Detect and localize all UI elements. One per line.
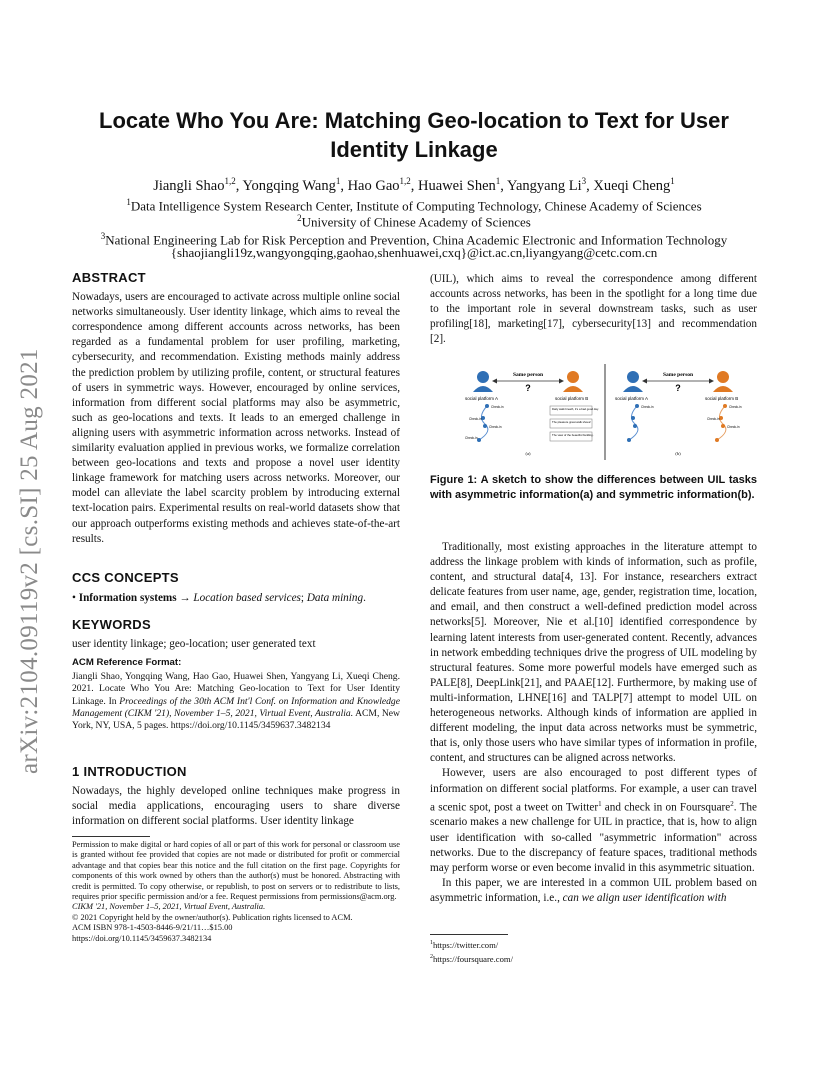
ccs-bullet: • [72,592,79,605]
checkin-label: Check-in [489,425,502,429]
para-text: However, users are also encouraged to post different types of information on different social platforms. For example, a user can travel a scenic spot, post a tweet on Twitter [430,767,757,814]
checkin-label: Check-in [729,405,742,409]
ccs-end: . [363,592,366,605]
checkin-label: Check-in [641,405,654,409]
affil-text: University of Chinese Academy of Sciences [301,214,531,230]
author-affil-mark: 3 [581,176,587,186]
title-line-2: Identity Linkage [330,137,498,162]
footnotes [430,937,757,965]
panel-a-label: (a) [525,451,531,456]
checkin-label: Check-in [469,417,482,421]
footnote-link[interactable]: https://twitter.com/ [433,939,499,950]
introduction-section [72,764,400,829]
keywords-section [72,617,400,652]
acm-reference-heading: ACM Reference Format: [72,657,182,668]
route-b [717,406,726,440]
author-emails: {shaojiangli19z,wangyongqing,gaohao,shenhuawei,cxq}@ict.ac.cn,liyangyang@cetc.com.cn [170,245,658,260]
same-person-label: Same person [662,372,694,378]
keywords-text: user identity linkage; geo-location; user generated text [72,638,316,651]
ccs-heading: CCS CONCEPTS [72,570,179,585]
checkin-point [719,416,723,420]
introduction-heading: 1 INTRODUCTION [72,764,187,779]
affil-text: Data Intelligence System Research Center, Institute of Computing Technology, Chinese Academy of Sciences [130,198,702,214]
checkin-point [635,404,639,408]
permission-block [72,840,400,944]
title-line-1: Locate Who You Are: Matching Geo-location to Text for User [99,108,729,133]
author-name: Jiangli Shao [153,177,225,194]
author-affil-mark: 1,2 [224,176,236,186]
checkin-point [631,416,635,420]
text-post: Daily walk breath, it's a bad good day. [552,407,599,411]
ccs-concept: Data mining [306,592,364,605]
author-name: , Xueqi Cheng [586,177,671,194]
ccs-section [72,570,400,606]
checkin-point [483,424,487,428]
user-b-icon [713,371,733,392]
checkin-label: Check-in [727,425,740,429]
permission-text: Permission to make digital or hard copies of all or part of this work for personal or classroom use is granted without fee provided that copies are not made or distributed for profit or commercial advantage and that copies bear this notice and the full citation on the first page. Copyrights for components of this work owned by others than the author(s) must be honored. Abstracting with credit is permitted. To copy otherwise, or republish, to post on servers or to redistribute to lists, requires prior specific permission and/or a fee. Request permissions from permissions@acm.org. [72,840,400,902]
footnote-divider [430,934,508,935]
checkin-point [715,438,719,442]
user-a-icon [473,371,493,392]
affil-mark: 1 [126,197,131,207]
conference-text: CIKM '21, November 1–5, 2021, Virtual Event, Australia. [72,902,266,912]
ref-text: Jiangli Shao, Yongqing Wang, Hao Gao, Huawei Shen, Yangyang Li, Xueqi Cheng. 2021. Locate Who You Are: Matching Geo-location to Text for User Identity Linkage. In [72,671,400,707]
paragraph-asymmetric [430,766,757,875]
footnote-2 [430,951,757,965]
para-text: and check in on Foursquare [601,801,731,814]
checkin-label: Check-in [707,417,720,421]
author-list [60,176,768,195]
route-a [479,406,488,440]
checkin-point [477,438,481,442]
ref-text: ACM, New York, NY, USA, 5 pages. https://doi.org/10.1145/3459637.3482134 [72,707,400,732]
author-name: , Huawei Shen [410,177,496,194]
question-mark: ? [675,383,681,393]
user-a-icon [623,371,643,392]
footnote-link[interactable]: https://foursquare.com/ [433,953,513,964]
panel-b [615,371,742,456]
platform-b-label: social platform B [705,396,739,401]
para-text: In this paper, we are interested in a common UIL problem based on asymmetric information, i.e., [430,876,757,904]
keywords-heading: KEYWORDS [72,617,151,632]
platform-b-label: social platform B [555,396,589,401]
author-name: , Yongqing Wang [235,177,336,194]
author-affil-mark: 1,2 [399,176,411,186]
footnote-number: 1 [430,940,433,946]
affil-mark: 2 [297,213,302,223]
acm-reference-text [72,671,400,732]
ccs-arrow: → [176,592,194,605]
panel-b-label: (b) [675,451,681,456]
footnote-mark: 2 [730,799,734,808]
abstract-heading: ABSTRACT [72,270,146,285]
copyright-line: © 2021 Copyright held by the owner/author(s). Publication rights licensed to ACM. [72,912,353,922]
abstract-section [72,270,400,547]
ccs-concept: Location based services [193,592,301,605]
author-affil-mark: 1 [495,176,501,186]
user-b-icon [563,371,583,392]
footnote-number: 2 [430,953,433,960]
abstract-text: Nowadays, users are encouraged to activate across multiple online social networks simultaneously. User identity linkage, which aims to reveal the correspondence among different accounts across networks, has been regarded as a fundamental problem for user profiling, marketing, cybersecurity, and recommendation. Existing methods mainly address the prediction problem by utilizing profile, content, or structural features of users in symmetric ways. However, encouraged by online services, information from different social platforms may also be asymmetric, such as geo-locations and texts. It leads to an emerged challenge in aligning users with asymmetric information across networks. Instead of similarity evaluation applied in previous works, we formalize correlation between geo-locations and texts and propose a novel user identity linkage framework for matching users across networks. Moreover, our model can alleviate the label scarcity problem by introducing external text-location pairs. Experimental results on real-world datasets show that our approach outperforms existing methods and achieves state-of-the-art results. [72,291,400,545]
same-person-label: Same person [512,372,544,378]
ccs-text [72,591,400,606]
checkin-point [481,416,485,420]
figure-1 [455,362,755,462]
figure-1-caption: Figure 1: A sketch to show the differences between UIL tasks with asymmetric information(a) and symmetric information(b). [430,474,757,501]
doi-line: https://doi.org/10.1145/3459637.3482134 [72,933,212,943]
question-mark: ? [525,383,531,393]
intro-continued: (UIL), which aims to reveal the correspondence among different accounts across networks, has been in the spotlight for a long time due to the important role in several downstream tasks, such as user profiling[18], marketing[17], cybersecurity[13] and recommendation [2]. [430,273,757,346]
checkin-point [723,404,727,408]
conference-line [72,902,400,912]
text-post: The view of the beautiful building. [552,433,594,437]
checkin-label: Check-in [465,436,478,440]
author-name: , Yangyang Li [500,177,582,194]
affil-mark: 3 [100,231,106,241]
footnote-mark: 1 [598,799,602,808]
author-affil-mark: 1 [670,176,675,186]
affil-text: National Engineering Lab for Risk Perception and Prevention, China Academic Electronic and Information Technology [105,232,728,248]
text-post: The pleasure great walk shoes! [552,420,591,424]
checkin-point [633,424,637,428]
author-affil-mark: 1 [335,176,341,186]
intro-body [430,540,757,906]
checkin-point [721,424,725,428]
platform-a-label: social platform A [615,396,649,401]
ccs-category: Information systems [78,592,177,605]
para-text: . The scenario makes a new challenge for UIL in practice, that is, how to align user identification with so-called "asymmetric information" across networks. Due to the discrepancy of feature spaces, traditional methods may perform worse or even become invalid in this asymmetric situation. [430,801,757,874]
paragraph-this-paper [430,876,757,906]
footnote-divider [72,836,150,837]
ref-venue: Proceedings of the 30th ACM Int'l Conf. on Information and Knowledge Management (CIKM '21), November 1–5, 2021, Virtual Event, Australia. [72,695,400,719]
arxiv-identifier: arXiv:2104.09119v2 [cs.SI] 25 Aug 2021 [16,348,43,774]
paper-title [60,106,768,164]
checkin-point [627,438,631,442]
route-a [629,406,638,440]
introduction-text: Nowadays, the highly developed online techniques make progress in social media applications, encouraging users to share diverse information on different social platforms. User identity linkage [72,785,400,828]
acm-reference [72,657,400,732]
checkin-point [485,404,489,408]
panel-a [465,371,599,456]
ccs-separator: ; [300,592,307,605]
author-name: , Hao Gao [340,177,400,194]
platform-a-label: social platform A [465,396,499,401]
isbn-line: ACM ISBN 978-1-4503-8446-9/21/11…$15.00 [72,923,233,933]
footnote-1 [430,937,757,951]
figure-1-svg [455,362,755,462]
checkin-label: Check-in [491,405,504,409]
para-italic: can we align user identification with [562,891,727,904]
paragraph-related-work: Traditionally, most existing approaches in the literature attempt to address the linkage problem with kinds of information, such as profile, content, and structural data[4, 13]. For instance, researchers extract delicate features from user name, age, gender, registration time, location, and email, and then construct a well-defined prediction model across networks[5]. Moreover, Nie et al.[10] identified correspondence by learning latent interests from user-generated content. Recently, advances in network embedding techniques drive the progress of UIL modeling by structural features. Some more powerful models have emerged such as PALE[8], DeepLink[21], and PAAE[12]. Furthermore, by making use of multi-information, LHNE[16] and TALP[7] attempt to model UIL on heterogeneous networks. Although kinds of information are applied in different modeling, the input data across networks must be symmetric, that is, only those users who have similar types of information in profile, content, and structures can be aligned across networks. [430,541,757,765]
